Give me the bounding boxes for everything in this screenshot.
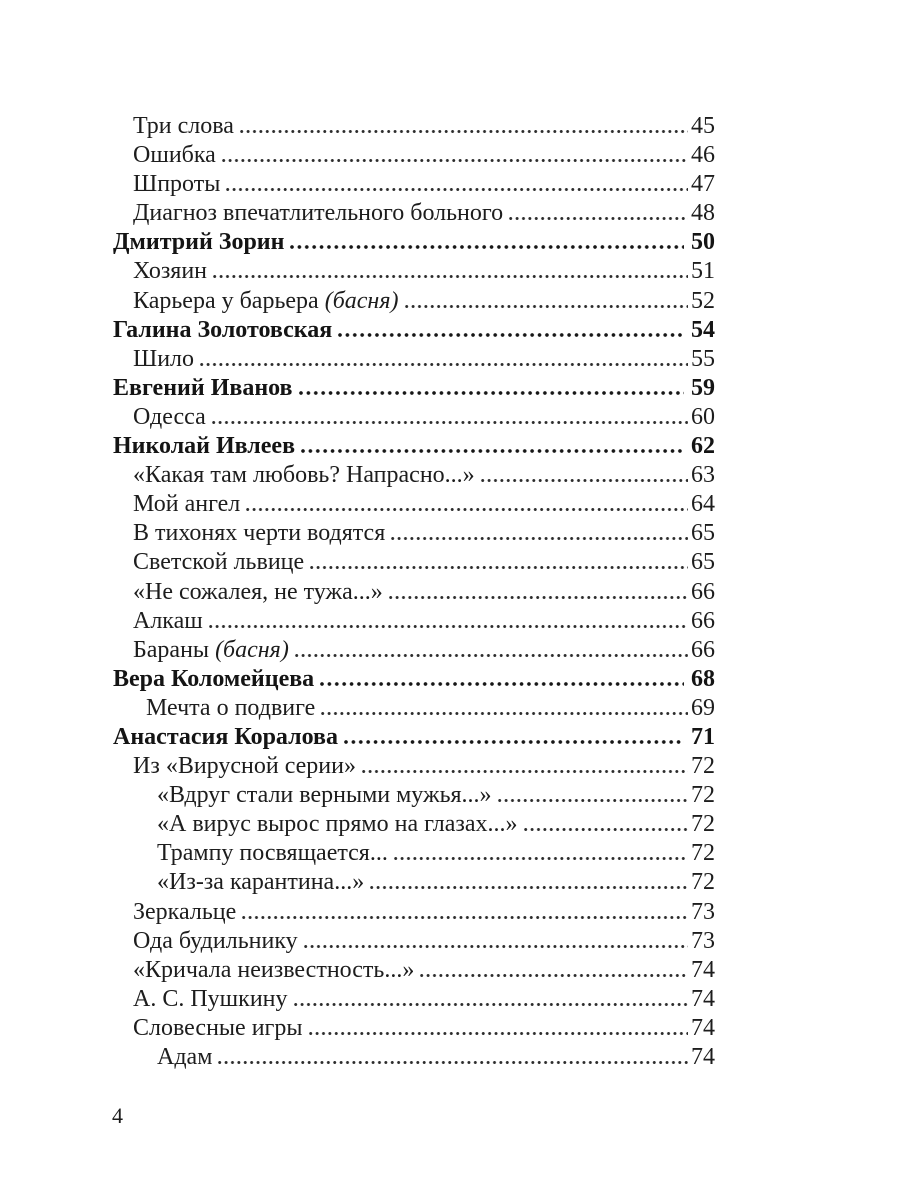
toc-row	[113, 112, 715, 141]
toc-row	[113, 345, 715, 374]
toc-page-number: 68	[691, 665, 715, 692]
toc-row	[113, 170, 715, 199]
toc-row	[113, 927, 715, 956]
toc-row	[113, 199, 715, 228]
toc-row	[113, 1043, 715, 1072]
toc-row	[113, 956, 715, 985]
toc-row	[113, 578, 715, 607]
toc-page-number: 74	[691, 956, 715, 983]
dot-leader	[222, 158, 688, 163]
toc-row	[113, 898, 715, 927]
toc-row	[113, 694, 715, 723]
toc-page-number: 59	[691, 374, 715, 401]
toc-page-number: 66	[691, 607, 715, 634]
dot-leader	[213, 274, 688, 279]
toc-entry-title: А. С. Пушкину	[133, 985, 288, 1012]
toc-entry-title: Анастасия Коралова	[113, 723, 338, 750]
toc-row	[113, 665, 715, 694]
toc-row	[113, 839, 715, 868]
dot-leader	[301, 448, 684, 454]
toc-entry-title: Словесные игры	[133, 1014, 303, 1041]
toc-page-number: 74	[691, 1014, 715, 1041]
toc-page-number: 46	[691, 142, 715, 169]
toc-row	[113, 141, 715, 170]
dot-leader	[362, 769, 688, 774]
toc-entry-title: Мечта о подвиге	[146, 694, 316, 721]
toc-entry-title: Адам	[157, 1044, 213, 1070]
toc-page-number: 63	[691, 462, 715, 489]
toc-page-number: 73	[691, 898, 715, 925]
toc-page-number: 45	[691, 113, 715, 139]
dot-leader	[294, 1002, 689, 1007]
toc-page-number: 52	[691, 287, 715, 314]
toc-entry-title-italic: (басня)	[215, 636, 289, 663]
dot-leader	[212, 420, 688, 425]
dot-leader	[295, 653, 688, 658]
toc-page-number: 74	[691, 1044, 715, 1070]
toc-page-number: 65	[691, 520, 715, 547]
toc-entry-title: Николай Ивлеев	[113, 433, 296, 460]
dot-leader	[290, 244, 684, 250]
dot-leader	[200, 362, 688, 367]
toc-row	[113, 752, 715, 781]
dot-leader	[240, 129, 688, 134]
toc-entry-title: Хозяин	[133, 258, 208, 285]
toc-row	[113, 636, 715, 665]
toc-row	[113, 432, 715, 461]
toc-page-number: 72	[691, 869, 715, 896]
dot-leader	[320, 681, 684, 687]
toc-entry-title: Шпроты	[133, 171, 221, 198]
toc-row	[113, 723, 715, 752]
toc-entry-title: В тихонях черти водятся	[133, 520, 386, 547]
toc-row	[113, 257, 715, 286]
toc-entry-title: Мой ангел	[133, 491, 241, 518]
toc-row	[113, 781, 715, 810]
toc-entry-title: «Из-за карантина...»	[157, 869, 365, 896]
toc-row	[113, 1014, 715, 1043]
dot-leader	[509, 216, 688, 221]
toc-entry-title: Ошибка	[133, 142, 216, 169]
toc-page-number: 66	[691, 636, 715, 663]
toc-page-number: 64	[691, 491, 715, 518]
toc-page-number: 72	[691, 782, 715, 809]
toc-entry-title: Галина Золотовская	[113, 316, 333, 343]
toc-entry-title: Вера Коломейцева	[113, 665, 315, 692]
toc-entry-title: «Какая там любовь? Напрасно...»	[133, 462, 475, 489]
toc-entry-title: «Кричала неизвестность...»	[133, 956, 415, 983]
toc-row	[113, 810, 715, 839]
dot-leader	[242, 915, 688, 920]
toc-page-number: 48	[691, 200, 715, 227]
dot-leader	[389, 595, 688, 600]
toc-row	[113, 519, 715, 548]
toc-page-number: 69	[691, 694, 715, 721]
dot-leader	[310, 565, 688, 570]
dot-leader	[391, 536, 688, 541]
dot-leader	[394, 856, 688, 861]
dot-leader	[309, 1031, 688, 1036]
dot-leader	[524, 827, 688, 832]
page-number-footer: 4	[112, 1103, 123, 1128]
table-of-contents	[113, 112, 715, 1072]
toc-page-number: 60	[691, 403, 715, 430]
toc-row	[113, 490, 715, 519]
toc-row	[113, 607, 715, 636]
toc-entry-title: Карьера у барьера	[133, 287, 319, 314]
toc-page-number: 72	[691, 753, 715, 780]
toc-entry-title: «Вдруг стали верными мужья...»	[157, 782, 492, 809]
toc-entry-title: Три слова	[133, 113, 234, 139]
dot-leader	[338, 332, 684, 338]
toc-page-number: 51	[691, 258, 715, 285]
dot-leader	[344, 739, 684, 745]
toc-page-number: 71	[691, 723, 715, 750]
toc-entry-title: Зеркальце	[133, 898, 237, 925]
toc-entry-title: Трампу посвящается...	[157, 840, 388, 867]
toc-entry-title: Алкаш	[133, 607, 203, 634]
toc-row	[113, 985, 715, 1014]
toc-entry-title: Евгений Иванов	[113, 374, 293, 401]
dot-leader	[209, 624, 688, 629]
toc-page-number: 65	[691, 549, 715, 576]
toc-page-number: 55	[691, 345, 715, 372]
toc-page-number: 50	[691, 229, 715, 256]
toc-entry-title: Диагноз впечатлительного больного	[133, 200, 504, 227]
toc-entry-title: Одесса	[133, 403, 206, 430]
toc-row	[113, 461, 715, 490]
dot-leader	[321, 711, 688, 716]
toc-entry-title: Светской львице	[133, 549, 305, 576]
toc-entry-title: Из «Вирусной серии»	[133, 753, 356, 780]
dot-leader	[420, 973, 688, 978]
dot-leader	[304, 944, 688, 949]
dot-leader	[370, 885, 688, 890]
toc-page-number: 74	[691, 985, 715, 1012]
toc-row	[113, 868, 715, 897]
toc-page-number: 73	[691, 927, 715, 954]
toc-row	[113, 548, 715, 577]
dot-leader	[299, 390, 684, 396]
toc-page-number: 66	[691, 578, 715, 605]
toc-entry-title: Шило	[133, 345, 195, 372]
toc-entry-title: Бараны	[133, 636, 210, 663]
toc-entry-title: Дмитрий Зорин	[113, 229, 285, 256]
dot-leader	[498, 798, 688, 803]
toc-page-number: 47	[691, 171, 715, 198]
toc-row	[113, 287, 715, 316]
toc-entry-title: Ода будильнику	[133, 927, 298, 954]
dot-leader	[246, 507, 688, 512]
toc-row	[113, 228, 715, 257]
dot-leader	[218, 1060, 688, 1065]
dot-leader	[481, 478, 688, 483]
toc-row	[113, 316, 715, 345]
toc-page-number: 72	[691, 840, 715, 867]
toc-row	[113, 403, 715, 432]
toc-page-number: 54	[691, 316, 715, 343]
toc-entry-title: «Не сожалея, не тужа...»	[133, 578, 383, 605]
toc-page-number: 72	[691, 811, 715, 838]
toc-entry-title: «А вирус вырос прямо на глазах...»	[157, 811, 518, 838]
toc-entry-title-italic: (басня)	[324, 287, 399, 314]
dot-leader	[405, 304, 689, 309]
toc-row	[113, 374, 715, 403]
dot-leader	[226, 187, 688, 192]
toc-page-number: 62	[691, 433, 715, 460]
